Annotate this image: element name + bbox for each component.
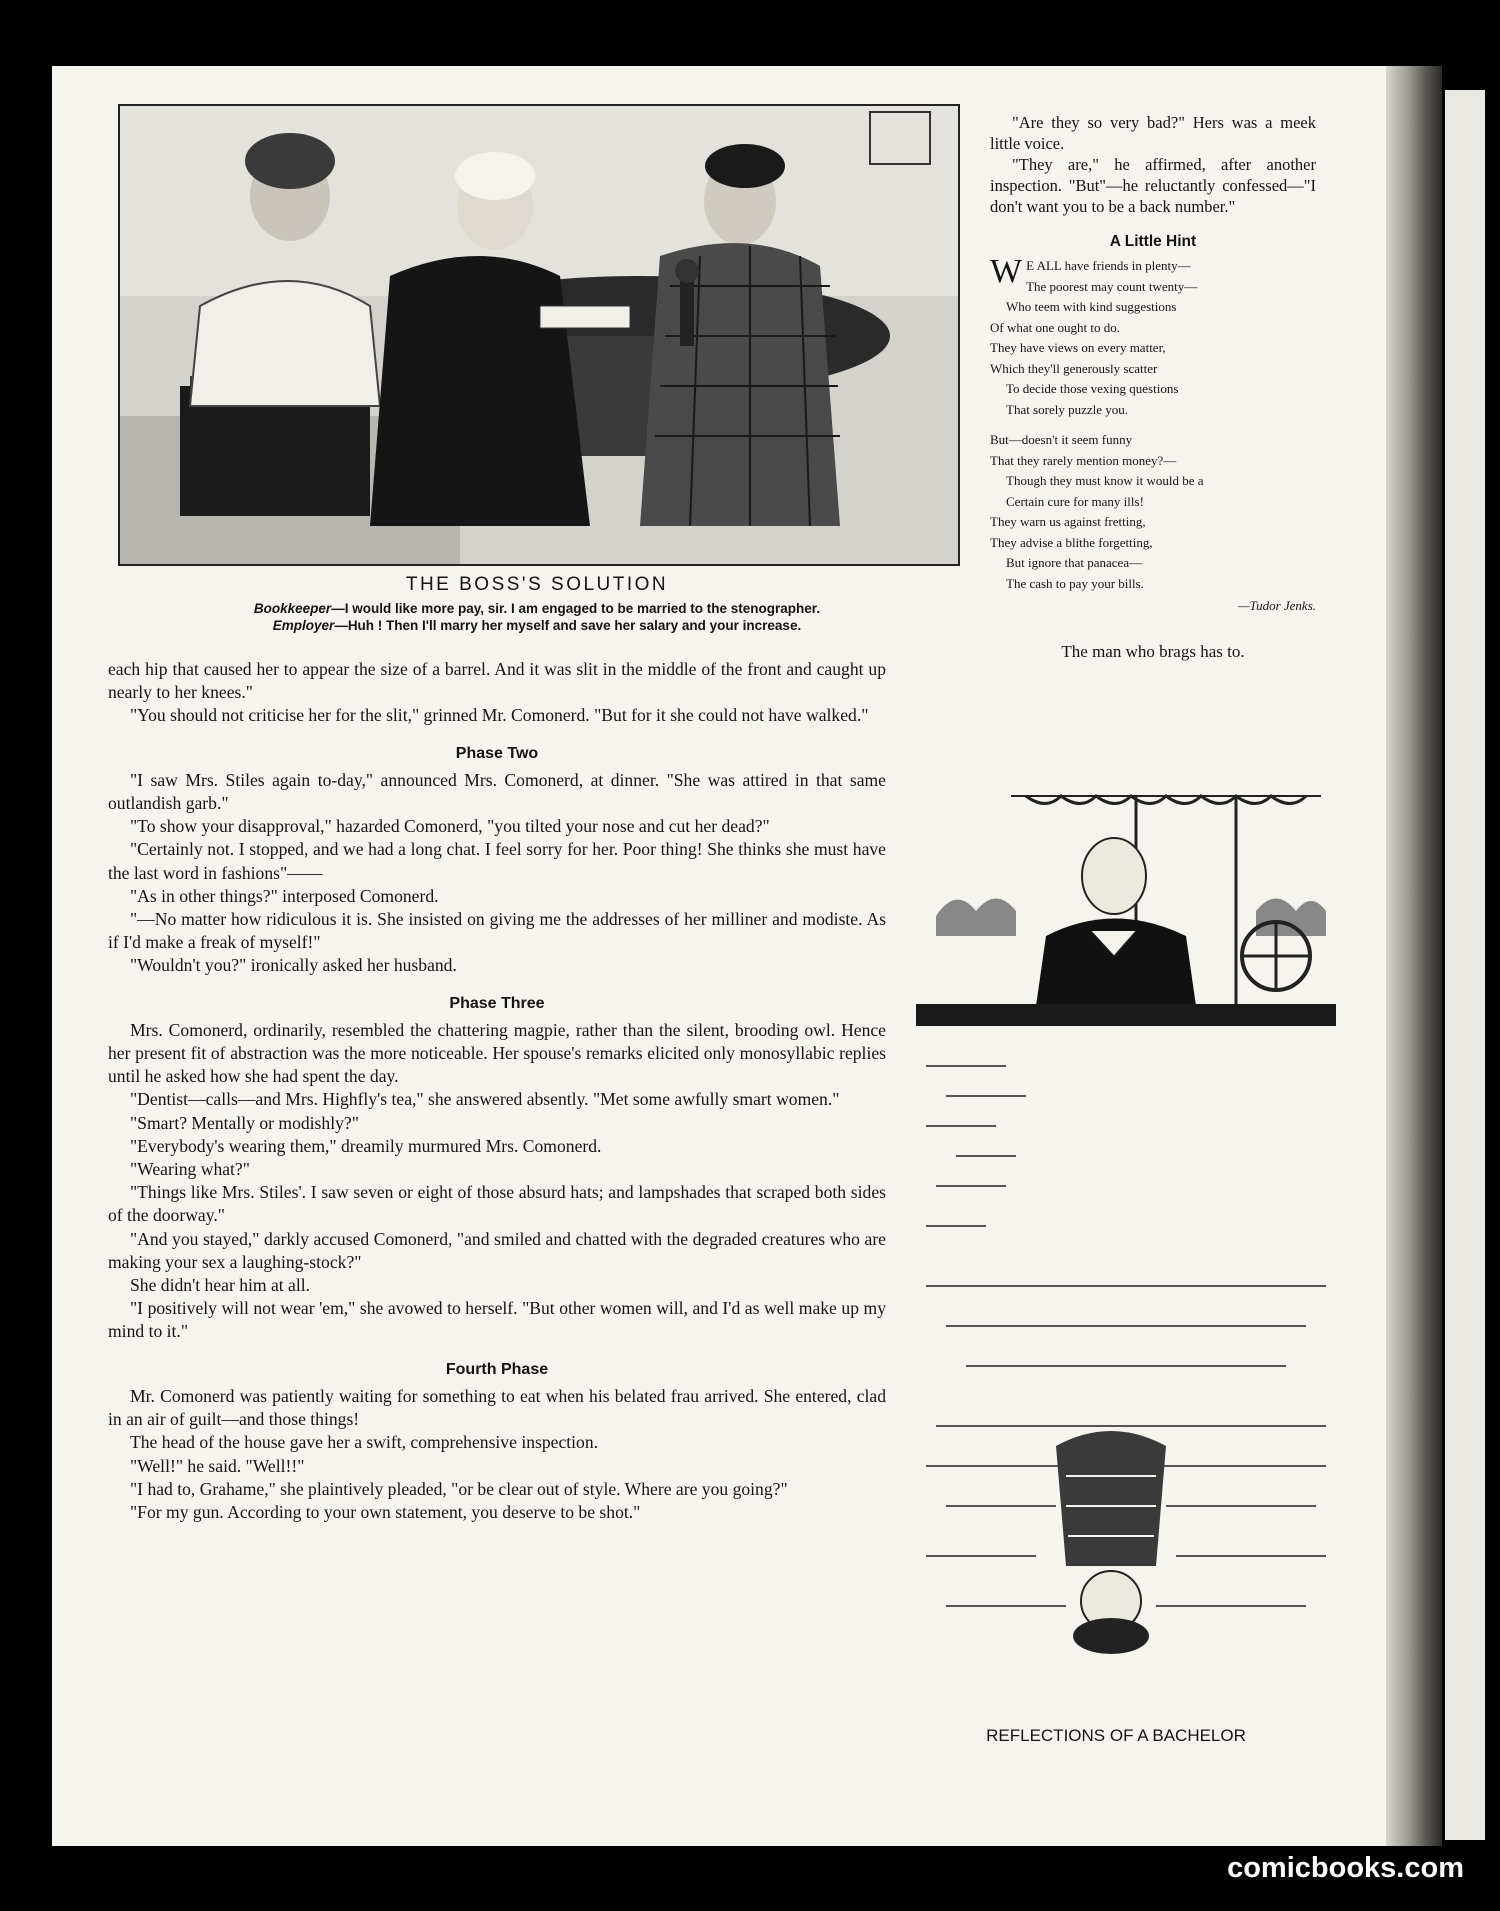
caption-line xyxy=(118,617,956,634)
story-paragraph: "Things like Mrs. Stiles'. I saw seven or eight of those absurd hats; and lampshades that scraped both sides of the doorway." xyxy=(108,1182,886,1226)
story-paragraph: "Dentist—calls—and Mrs. Highfly's tea," she answered absently. "Met some awfully smart women." xyxy=(130,1089,840,1110)
section-heading: Phase Two xyxy=(455,744,539,762)
poem-line: To decide those vexing questions xyxy=(1006,381,1179,396)
page-gutter-shadow xyxy=(1386,66,1442,1846)
poem-line: Who teem with kind suggestions xyxy=(1006,299,1177,314)
story-column xyxy=(108,658,886,1524)
story-paragraph: "Wearing what?" xyxy=(130,1159,250,1180)
boss-solution-illustration xyxy=(118,104,960,566)
story-paragraph: "Certainly not. I stopped, and we had a long chat. I feel sorry for her. Poor thing! She thinks she must have the last word in fashions"—— xyxy=(108,839,886,883)
stanza-break xyxy=(990,420,1316,430)
maxim: The man who brags has to. xyxy=(1061,641,1245,661)
story-paragraph: "I had to, Grahame," she plaintively pleaded, "or be clear out of style. Where are you going?" xyxy=(130,1478,788,1499)
caption-text: —I would like more pay, sir. I am engaged to be married to the stenographer. xyxy=(331,601,821,616)
sidebar-column xyxy=(990,112,1316,662)
story-paragraph: each hip that caused her to appear the size of a barrel. And it was slit in the middle of the front and caught up nearly to her knees." xyxy=(108,659,886,703)
story-paragraph: "—No matter how ridiculous it is. She insisted on giving me the addresses of her milliner and modiste. As if I'd make a freak of myself!" xyxy=(108,909,886,953)
bachelor-reflection-cartoon xyxy=(886,726,1336,1731)
poem-line: But ignore that panacea— xyxy=(1006,555,1143,570)
story-paragraph: Mr. Comonerd was patiently waiting for something to eat when his belated frau arrived. She entered, clad in an air of guilt—and those things! xyxy=(108,1385,886,1430)
story-paragraph: "I saw Mrs. Stiles again to-day," announced Mrs. Comonerd, at dinner. "She was attired in that same outlandish garb." xyxy=(108,769,886,814)
story-paragraph: "To show your disapproval," hazarded Comonerd, "you tilted your nose and cut her dead?" xyxy=(130,816,770,837)
site-watermark: comicbooks.com xyxy=(1227,1852,1464,1884)
poem-line: That they rarely mention money?— xyxy=(990,452,1177,468)
story-paragraph: "Everybody's wearing them," dreamily murmured Mrs. Comonerd. xyxy=(130,1135,602,1156)
illustration-title: THE BOSS'S SOLUTION xyxy=(405,574,669,595)
section-heading: Fourth Phase xyxy=(445,1360,549,1378)
poem-line: Which they'll generously scatter xyxy=(990,360,1158,376)
poem-line: They have views on every matter, xyxy=(990,340,1166,355)
poem-line: That sorely puzzle you. xyxy=(1006,401,1129,417)
story-paragraph: She didn't hear him at all. xyxy=(130,1275,311,1296)
poem-line: They warn us against fretting, xyxy=(990,514,1146,529)
poem xyxy=(990,253,1316,617)
poem-dropcap: W xyxy=(990,253,1023,290)
sidebar-paragraph: "They are," he affirmed, after another inspection. "But"—he reluctantly confessed—"I don't want you to be a back number." xyxy=(990,155,1316,216)
poem-title: A Little Hint xyxy=(1109,233,1197,250)
story-paragraph: "I positively will not wear 'em," she avowed to herself. "But other women will, and I'd as well make up my mind to it." xyxy=(108,1298,886,1342)
poem-line: But—doesn't it seem funny xyxy=(990,432,1133,447)
next-page-edge xyxy=(1445,90,1485,1840)
poem-line: Of what one ought to do. xyxy=(990,319,1120,335)
poem-line: E ALL have friends in plenty— xyxy=(1026,258,1191,273)
story-paragraph: "Smart? Mentally or modishly?" xyxy=(130,1112,359,1133)
illustration-caption xyxy=(118,600,956,634)
story-paragraph: "For my gun. According to your own statement, you deserve to be shot." xyxy=(130,1501,641,1522)
story-paragraph: "And you stayed," darkly accused Comonerd, "and smiled and chatted with the degraded creatures who are making your sex a laughing-stock?" xyxy=(108,1228,886,1272)
story-paragraph: The head of the house gave her a swift, comprehensive inspection. xyxy=(130,1432,599,1453)
caption-text: —Huh ! Then I'll marry her myself and save her salary and your increase. xyxy=(334,618,802,633)
caption-speaker: Employer xyxy=(272,618,335,633)
poem-line: Certain cure for many ills! xyxy=(1006,493,1144,509)
caption-speaker: Bookkeeper xyxy=(253,601,332,616)
story-paragraph: "Well!" he said. "Well!!" xyxy=(130,1455,305,1476)
story-paragraph: Mrs. Comonerd, ordinarily, resembled the chattering magpie, rather than the silent, brooding owl. Hence her present fit of abstraction was the more noticeable. Her spouse's remarks elicited only monosyllabic replies until he asked how she had spent the day. xyxy=(108,1019,886,1087)
poem-line: The cash to pay your bills. xyxy=(1006,575,1144,591)
caption-line xyxy=(118,600,956,617)
section-heading: Phase Three xyxy=(449,994,545,1012)
story-paragraph: "Wouldn't you?" ironically asked her husband. xyxy=(130,955,457,976)
poem-author: —Tudor Jenks. xyxy=(1238,598,1316,613)
story-paragraph: "As in other things?" interposed Comonerd. xyxy=(130,885,439,906)
poem-line: The poorest may count twenty— xyxy=(1026,278,1198,294)
story-paragraph: "You should not criticise her for the slit," grinned Mr. Comonerd. "But for it she could not have walked." xyxy=(130,705,869,726)
poem-line: Though they must know it would be a xyxy=(1006,473,1204,488)
sidebar-paragraph: "Are they so very bad?" Hers was a meek little voice. xyxy=(990,113,1316,153)
bachelor-cartoon-title: REFLECTIONS OF A BACHELOR xyxy=(986,1726,1246,1745)
poem-line: They advise a blithe forgetting, xyxy=(990,534,1153,550)
